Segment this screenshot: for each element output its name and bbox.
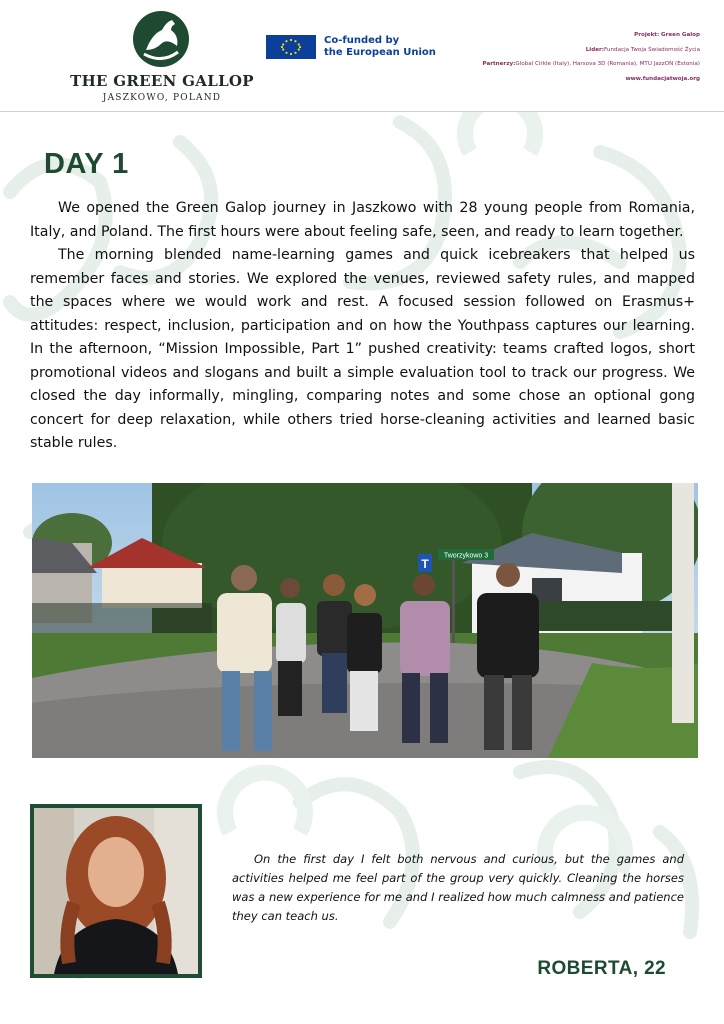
eu-line-1: Co-funded by bbox=[324, 35, 400, 46]
group-walking-photo bbox=[32, 483, 698, 758]
website-link[interactable]: www.fundacjatwoja.org bbox=[625, 75, 700, 82]
portrait-frame bbox=[30, 804, 202, 978]
road-sign-letter: T bbox=[421, 557, 429, 571]
brand-location: JASZKOWO, POLAND bbox=[102, 93, 222, 103]
project-info bbox=[483, 28, 701, 86]
eu-line-2: the European Union bbox=[324, 47, 436, 58]
partners-line: Partnerzy:Global Cirkle (Italy), Harsova 3D (Romania), MTU JazzON (Estonia) bbox=[482, 61, 700, 67]
page-header bbox=[0, 0, 724, 112]
testimonial-quote: On the first day I felt both nervous and curious, but the games and activities helped me feel part of the group very quickly. Cleaning the horses was a new experience for me and I realized how much calmness and patience they can teach us. bbox=[232, 852, 684, 923]
day-description bbox=[30, 197, 695, 456]
brand-title: THE GREEN GALLOP bbox=[70, 72, 254, 90]
day-title: DAY 1 bbox=[44, 148, 129, 180]
eu-flag-icon bbox=[266, 35, 316, 59]
eu-cofunded-label bbox=[324, 35, 436, 59]
road-sign-text: Tworzykowo 3 bbox=[443, 552, 489, 560]
paragraph-activities: The morning blended name-learning games and quick icebreakers that helped us remember faces and stories. We explored the venues, reviewed safety rules, and mapped the spaces where we would work and rest. A focused session followed on Erasmus+ attitudes: respect, inclusion, participation and on how the Youthpass captures our learning. In the afternoon, “Mission Impossible, Part 1” pushed creativity: teams crafted logos, short promotional videos and slogans and built a simple evaluation tool to track our progress. We closed the day informally, mingling, comparing notes and some chose an optional gong concert for deep relaxation, while others tried horse-cleaning activities and learned basic stable rules. bbox=[30, 247, 695, 451]
horse-logo-icon bbox=[132, 10, 190, 68]
paragraph-intro: We opened the Green Galop journey in Jaszkowo with 28 young people from Romania, Italy, and Poland. The first hours were about feeling safe, seen, and ready to learn together. bbox=[30, 200, 695, 240]
leader-line: Lider:Fundacja Twoja Świadomość Życia bbox=[585, 46, 700, 53]
header-divider bbox=[0, 111, 724, 112]
project-line: Projekt: Green Galop bbox=[634, 32, 700, 38]
participant-portrait-photo bbox=[34, 808, 198, 974]
testimonial-author: ROBERTA, 22 bbox=[537, 958, 666, 979]
